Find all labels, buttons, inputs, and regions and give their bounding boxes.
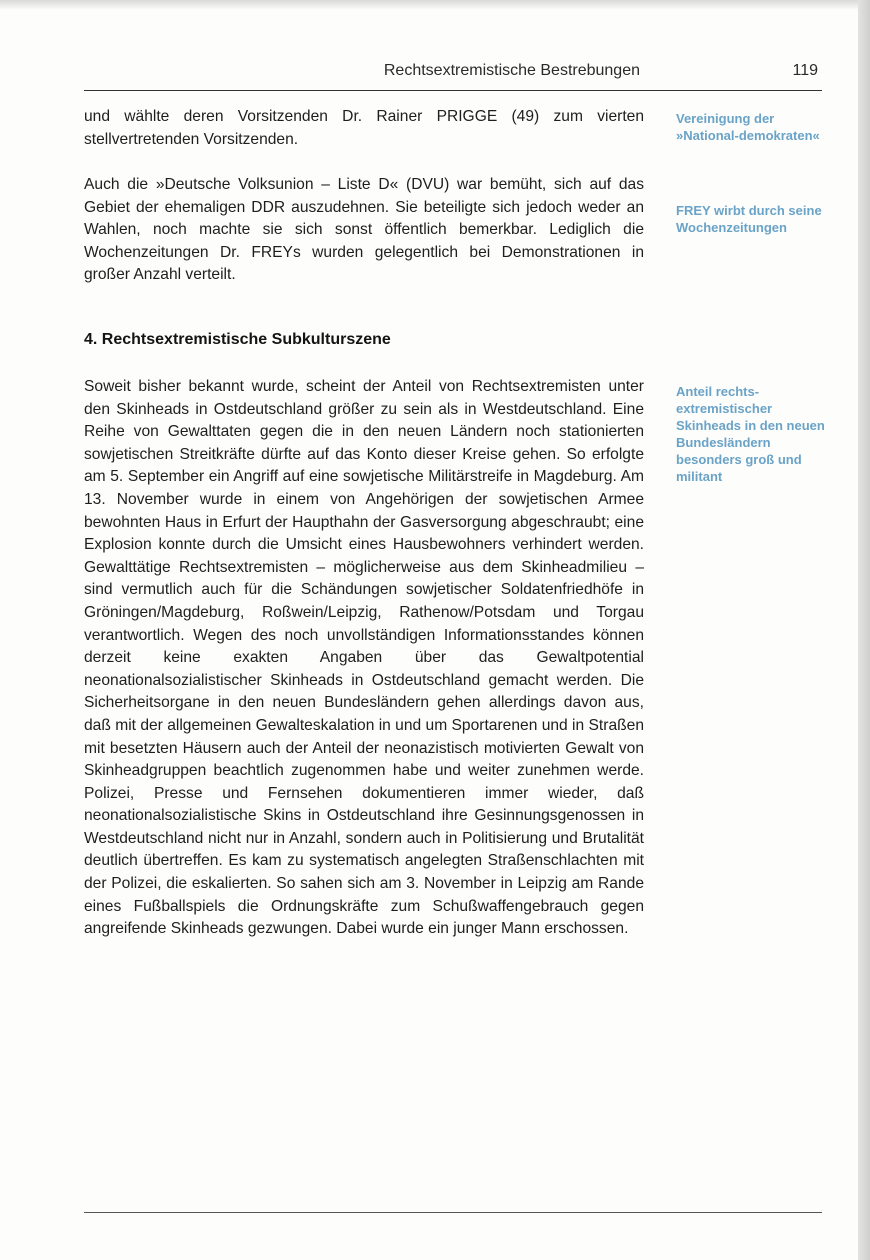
margin-note-1: Vereinigung der »National-demokraten«: [676, 111, 820, 143]
paragraph-3: Soweit bisher bekannt wurde, scheint der Anteil von Rechtsextremisten unter den Skinheads in Ostdeutschland größer zu sein als in Westdeutschland. Eine Reihe von Gewalttaten gegen die in den neuen Ländern noch stationierten sowjetischen Streitkräfte dürfte auf das Konto dieser Kreise gehen. So erfolgte am 5. September ein Angriff auf eine sowjetische Militärstreife in Magdeburg. Am 13. November wurde in einem von Angehörigen der sowjetischen Armee bewohnten Haus in Erfurt der Haupthahn der Gasversorgung abgeschraubt; eine Explosion konnte durch die Umsicht eines Hausbewohners verhindert werden. Gewalttätige Rechtsextremisten – möglicherweise aus dem Skinheadmilieu – sind vermutlich auch für die Schändungen sowjetischer Soldatenfriedhöfe in Gröningen/Magdeburg, Roßwein/Leipzig, Rathenow/Potsdam und Torgau verantwortlich. Wegen des noch unvollständigen Informationsstandes können derzeit keine exakten Angaben über das Gewaltpotential neonationalsozialistischer Skinheads in Ostdeutschland gemacht werden. Die Sicherheitsorgane in den neuen Bundesländern gehen allerdings davon aus, daß mit der allgemeinen Gewalteskalation in und um Sportarenen und in Straßen mit besetzten Häusern auch der Anteil der neonazistisch motivierten Gewalt von Skinheadgruppen beachtlich zugenommen habe und weiter zunehmen werde. Polizei, Presse und Fernsehen dokumentieren immer wieder, daß neonationalsozialistische Skins in Ostdeutschland ihre Gesinnungsgenossen in Westdeutschland nicht nur in Anzahl, sondern auch in Politisierung und Brutalität deutlich übertreffen. Es kam zu systematisch angelegten Straßenschlachten mit der Polizei, die eskalierten. So sahen sich am 3. November in Leipzig am Rande eines Fußballspiels die Ordnungskräfte zum Schußwaffengebrauch gegen angreifende Skinheads gezwungen. Dabei wurde ein junger Mann erschossen.: [84, 378, 644, 938]
paragraph-1: und wählte deren Vorsitzenden Dr. Rainer PRIGGE (49) zum vierten stellvertretenden Vorsitzenden.: [84, 108, 644, 148]
paragraph-block-2: [84, 174, 644, 287]
paragraph-2: Auch die »Deutsche Volksunion – Liste D« (DVU) war bemüht, sich auf das Gebiet der ehemaligen DDR auszudehnen. Sie beteiligte sich jedoch weder an Wahlen, noch machte sie sich sonst öffentlich bemerkbar. Lediglich die Wochenzeitungen Dr. FREYs wurden gelegentlich bei Demonstrationen in großer Anzahl verteilt.: [84, 176, 644, 284]
page-edge-shadow: [858, 0, 870, 1260]
running-title: Rechtsextremistische Bestrebungen: [383, 62, 640, 79]
section-heading: 4. Rechtsextremistische Subkulturszene: [84, 331, 391, 348]
margin-note-3: Anteil rechts-extremistischer Skinheads in den neuen Bundesländern besonders groß und militant: [676, 384, 825, 484]
paragraph-block-1: [84, 106, 644, 151]
running-header: [84, 62, 822, 86]
header-rule: [84, 90, 822, 91]
footer-rule: [84, 1212, 822, 1213]
paragraph-block-3: [84, 376, 644, 941]
page-number: 119: [792, 62, 818, 79]
scan-top-shadow: [0, 0, 870, 10]
margin-note-2: FREY wirbt durch seine Wochenzeitungen: [676, 203, 822, 235]
